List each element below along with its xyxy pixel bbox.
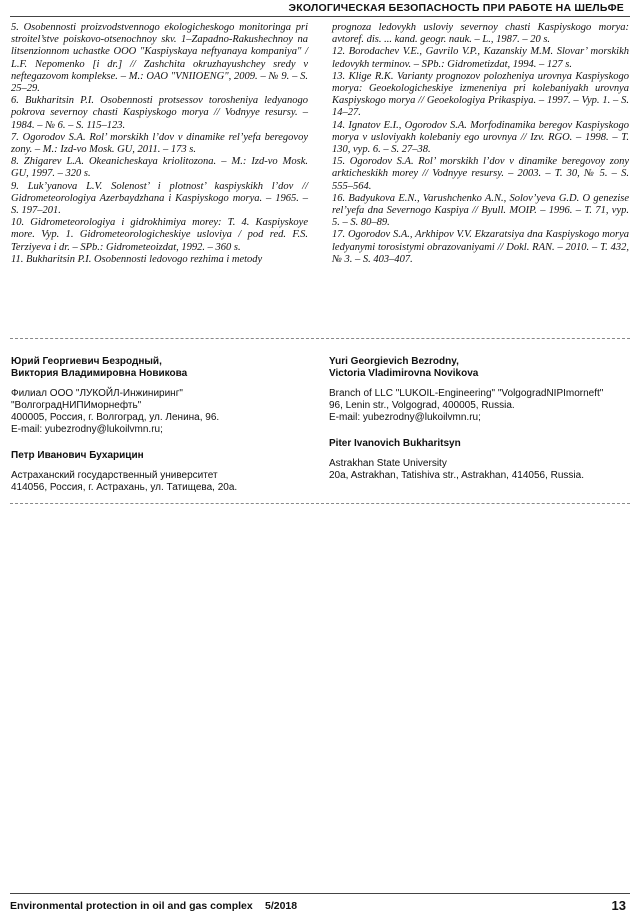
running-header: [10, 2, 630, 17]
author-block: [329, 438, 629, 482]
author-affiliation: Branch of LLC "LUKOIL-Engineering" "VolgogradNIPImorneft": [329, 388, 604, 399]
references-right-column: [332, 22, 629, 266]
reference-item: 16. Badyukova E.N., Varushchenko A.N., Solov’yeva G.D. O genezise rel’yefa dna Severnogo Kaspiya // Byull. MOIP. – 1996. – T. 71, vyp. 5. – S. 80–89.: [332, 192, 629, 229]
reference-item: 13. Klige R.K. Varianty prognozov polozheniya urovnya Kaspiyskogo morya: Geoekologicheskiye izmeneniya pri kolebaniyakh urovnya Kaspiyskogo morya // Geoekologiya Prikaspiya. – 1997. – Vyp. 1. – S. 14–27.: [332, 70, 629, 119]
page-number: 13: [611, 898, 626, 913]
reference-item: 12. Borodachev V.E., Gavrilo V.P., Kazanskiy M.M. Slovar’ morskikh ledovykh terminov. – SPb.: Gidrometizdat, 1994. – 127 s.: [332, 46, 629, 70]
page-footer: [10, 893, 630, 914]
author-name: Виктория Владимировна Новикова: [11, 368, 188, 379]
author-name: Юрий Георгиевич Безродный,: [11, 356, 162, 367]
footer-journal-title: Environmental protection in oil and gas complex: [10, 900, 253, 912]
author-email: E-mail: yubezrodny@lukoilvmn.ru;: [329, 412, 481, 423]
reference-item: 9. Luk’yanova L.V. Solenost’ i plotnost’ kaspiyskikh l’dov // Gidrometeorologiya Azerbaydzhana i Kaspiyskogo morya. – 1965. – S. 197–201.: [11, 180, 308, 217]
reference-item: 8. Zhigarev L.A. Okeanicheskaya kriolitozona. – M.: Izd-vo Mosk. GU, 1997. – 320 s.: [11, 156, 308, 180]
references-left-column: [11, 22, 308, 266]
reference-item: 11. Bukharitsin P.I. Osobennosti ledovogo rezhima i metody: [11, 253, 263, 265]
author-block: [329, 356, 629, 424]
author-info-ru: [11, 356, 311, 508]
author-address: 400005, Россия, г. Волгоград, ул. Ленина, 96.: [11, 412, 220, 423]
author-name: Piter Ivanovich Bukharitsyn: [329, 438, 461, 449]
reference-item: prognoza ledovykh usloviy severnoy chasti Kaspiyskogo morya: avtoref. dis. ... kand. geogr. nauk. – L., 1987. – 20 s.: [332, 22, 629, 46]
author-address: 414056, Россия, г. Астрахань, ул. Татищева, 20а.: [11, 482, 238, 493]
author-block: [11, 356, 311, 436]
author-info-en: [329, 356, 629, 508]
reference-item: 10. Gidrometeorologiya i gidrokhimiya morey: T. 4. Kaspiyskoye more. Vyp. 1. Gidrometeorologicheskiye usloviya / pod red. F.S. Terziyeva i dr. – SPb.: Gidrometeoizdat, 1992. – 360 s.: [11, 217, 308, 253]
reference-item: 7. Ogorodov S.A. Rol’ morskikh l’dov v dinamike rel’yefa beregovoy zony. – M.: Izd-vo Mosk. GU, 2011. – 173 s.: [11, 131, 308, 156]
author-block: [11, 450, 311, 494]
author-address: 20a, Astrakhan, Tatishiva str., Astrakhan, 414056, Russia.: [329, 470, 584, 481]
author-affiliation: Филиал ООО "ЛУКОЙЛ-Инжиниринг" "ВолгоградНИПИморнефть": [11, 388, 183, 411]
author-name: Петр Иванович Бухарицин: [11, 450, 144, 461]
reference-item: 14. Ignatov E.I., Ogorodov S.A. Morfodinamika beregov Kaspiyskogo morya v usloviyakh kolebaniy ego urovnya // Izv. RGO. – 1998. – T. 130, vyp. 6. – S. 27–38.: [332, 119, 629, 156]
reference-item: 6. Bukharitsin P.I. Osobennosti protsessov torosheniya ledyanogo pokrova severnoy chasti Kaspiyskogo morya // Vodnyye resursy. – 1984. – № 6. – S. 115–123.: [11, 95, 308, 131]
section-divider: [10, 503, 630, 504]
author-email: E-mail: yubezrodny@lukoilvmn.ru;: [11, 424, 163, 435]
footer-issue-number: 5/2018: [265, 900, 298, 912]
reference-item: 5. Osobennosti proizvodstvennogo ekologicheskogo monitoringa pri stroitel’stve poiskovo-otsenochnoy skv. 1–Zapadno-Rakushechnoy na litsenzionnom uchastke OOO "Kaspiyskaya neftyanaya kompaniya" / L.F. Nepomenko [i dr.] // Zashchita okruzhayushchey sredy v neftegazovom komplekse. – M.: OAO "VNIIOENG", 2009. – № 9. – S. 25–29.: [11, 22, 308, 95]
author-name: Victoria Vladimirovna Novikova: [329, 368, 479, 379]
author-info-section: [11, 356, 629, 508]
author-affiliation: Астраханский государственный университет: [11, 470, 218, 481]
author-affiliation: Astrakhan State University: [329, 458, 447, 469]
section-divider: [10, 338, 630, 339]
running-header-title: ЭКОЛОГИЧЕСКАЯ БЕЗОПАСНОСТЬ ПРИ РАБОТЕ НА ШЕЛЬФЕ: [288, 2, 624, 14]
reference-item: 15. Ogorodov S.A. Rol’ morskikh l’dov v dinamike beregovoy zony arkticheskikh morey // Vodnyye resursy. – 2003. – T. 30, № 5. – S. 555–564.: [332, 156, 629, 192]
reference-item: 17. Ogorodov S.A., Arkhipov V.V. Ekzaratsiya dna Kaspiyskogo morya ledyanymi torosistymi obrazovaniyami // Dokl. RAN. – 2010. – T. 432, № 3. – S. 403–407.: [332, 229, 629, 265]
references-section: [11, 22, 629, 266]
author-name: Yuri Georgievich Bezrodny,: [329, 356, 459, 367]
author-address: 96, Lenin str., Volgograd, 400005, Russia.: [329, 400, 515, 411]
